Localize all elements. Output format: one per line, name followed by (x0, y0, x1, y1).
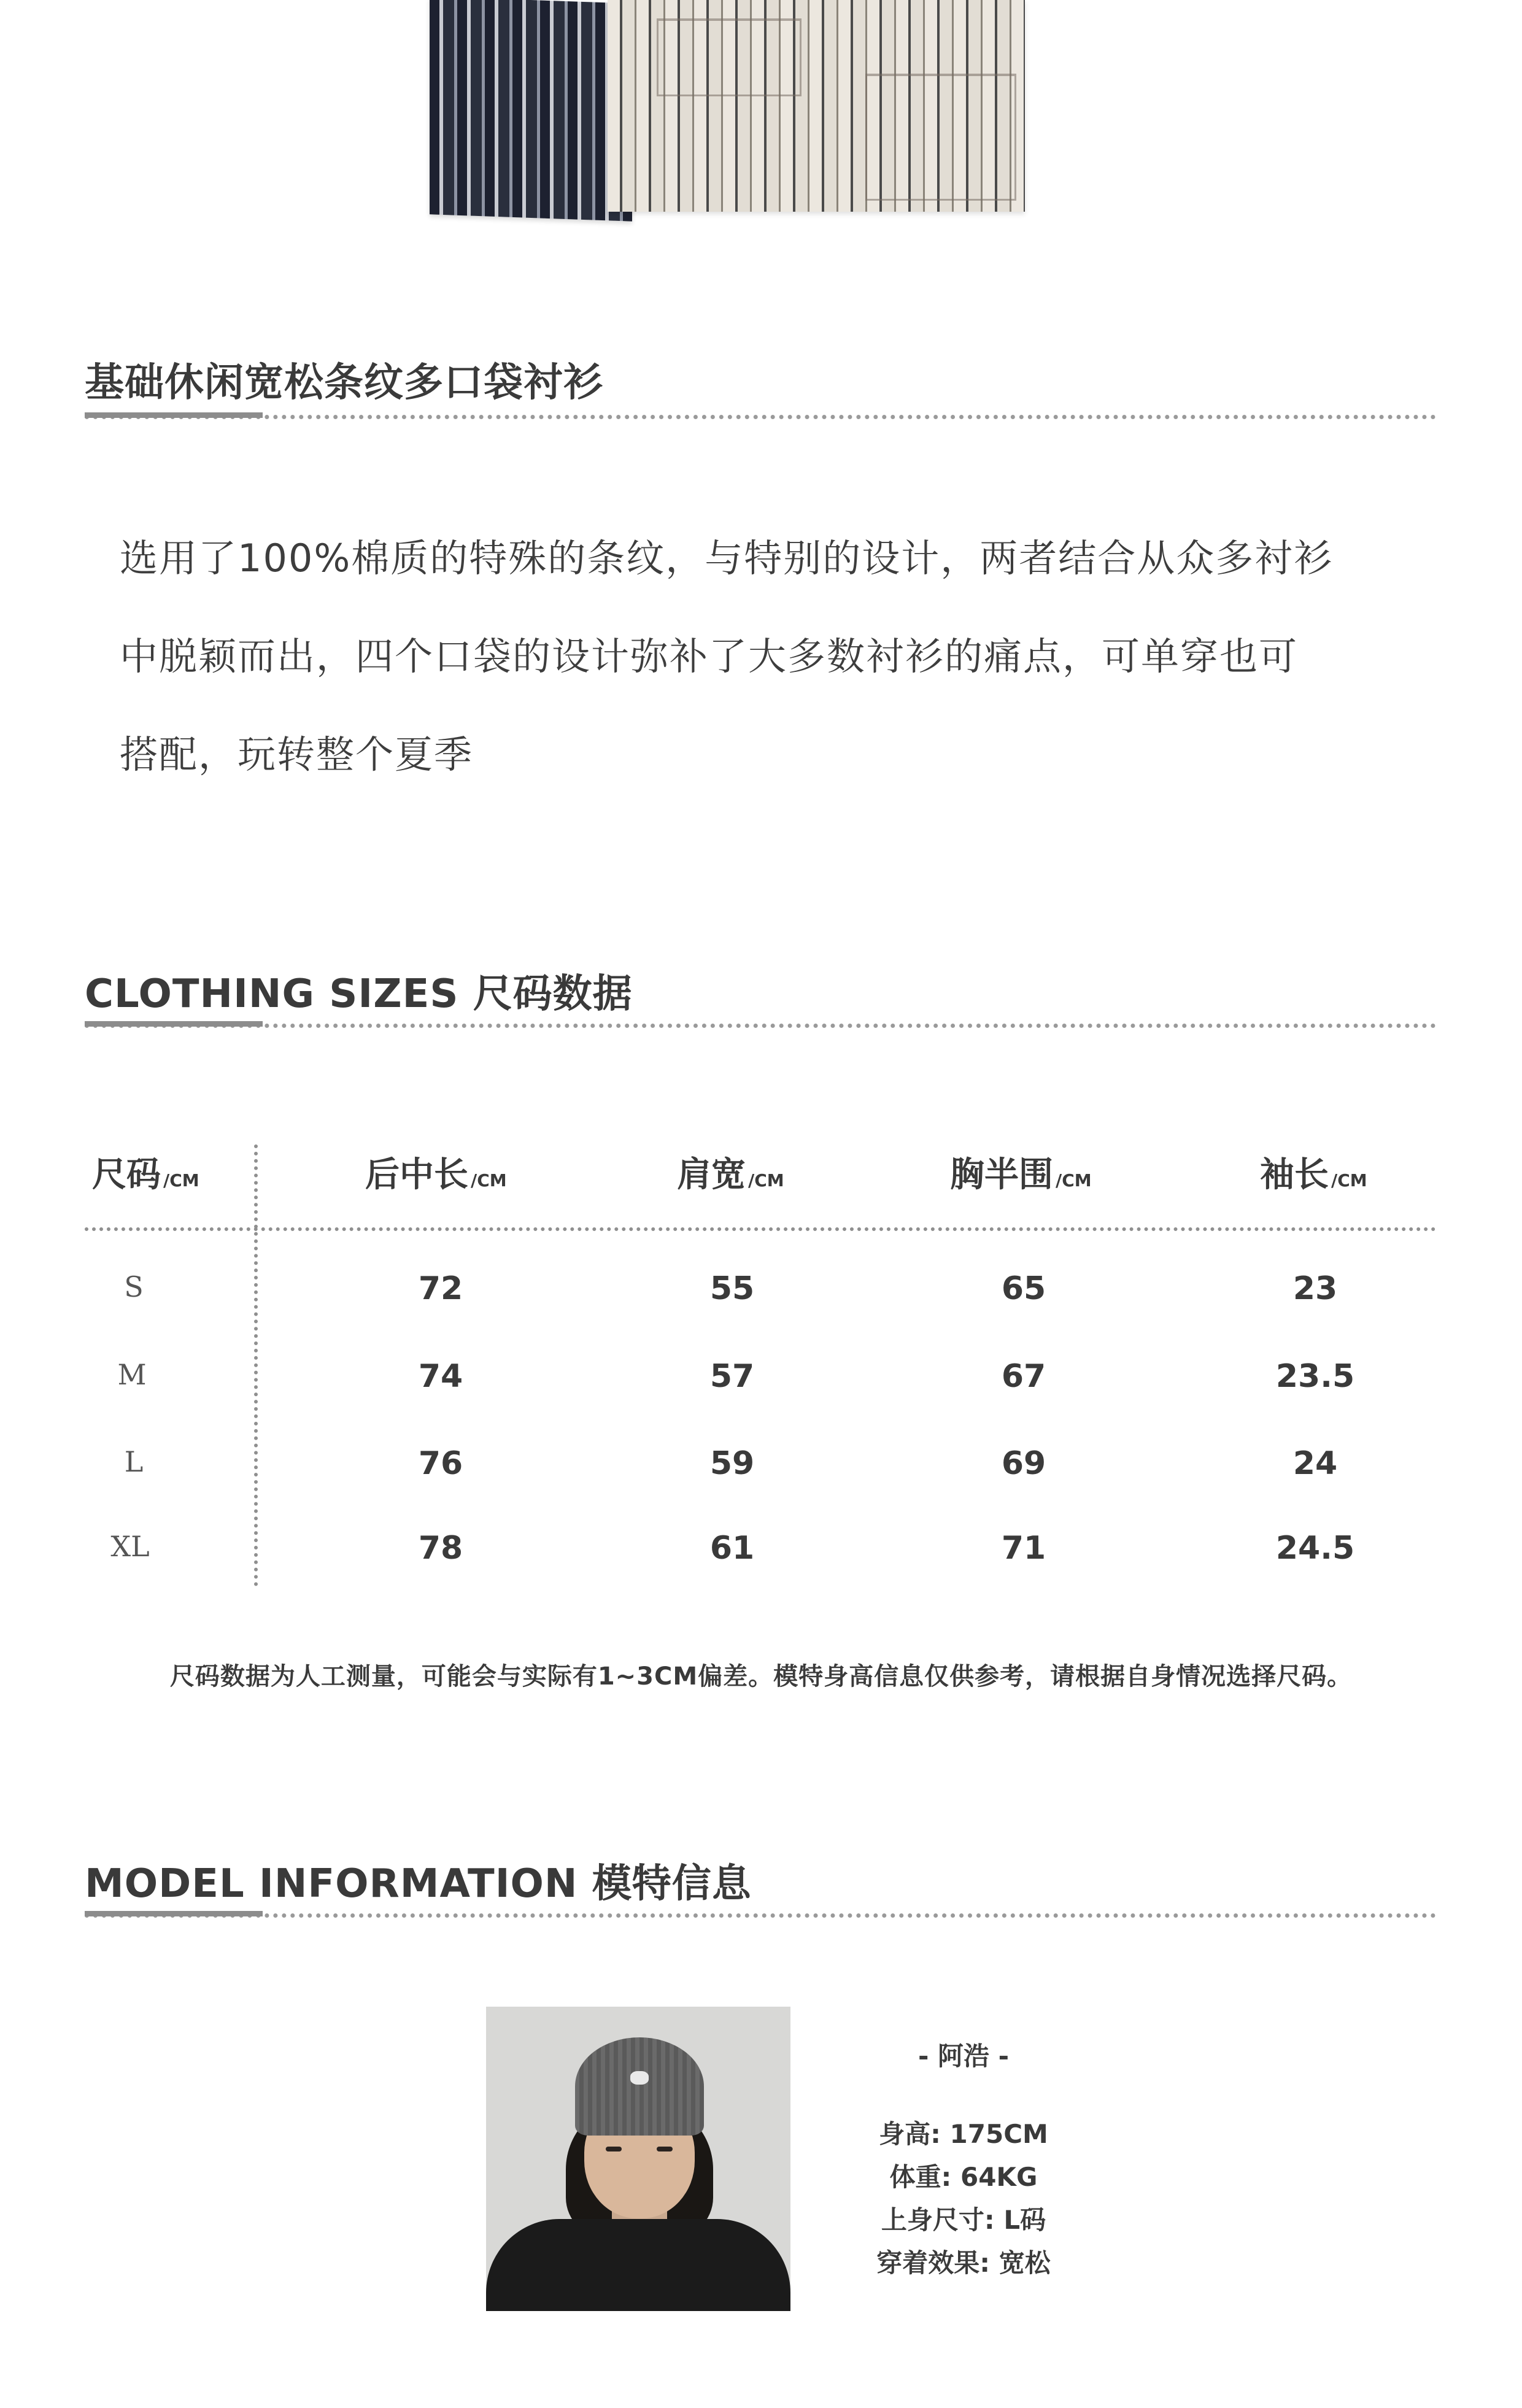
header-sleeve: 袖长 /CM (1260, 1155, 1367, 1195)
model-title: MODEL INFORMATION 模特信息 (85, 1861, 752, 1907)
size-label: L (124, 1445, 144, 1478)
model-photo (486, 2007, 790, 2311)
description-line: 选用了100%棉质的特殊的条纹，与特别的设计，两者结合从众多衬衫 (120, 536, 1334, 581)
table-cell: 61 (709, 1530, 755, 1567)
table-cell: 55 (709, 1270, 755, 1307)
dark-striped-shirt (430, 0, 632, 222)
table-cell: 67 (1001, 1358, 1046, 1395)
product-photo (405, 0, 1056, 221)
table-cell: 23.5 (1275, 1358, 1355, 1395)
size-label: S (124, 1270, 144, 1303)
section-divider (85, 1024, 1436, 1028)
light-striped-shirt (608, 0, 1025, 212)
table-cell: 24 (1292, 1445, 1338, 1482)
table-cell: 69 (1001, 1445, 1046, 1482)
header-size: 尺码 /CM (92, 1155, 199, 1195)
sizes-title: CLOTHING SIZES 尺码数据 (85, 971, 633, 1017)
section-divider-accent (85, 1911, 263, 1916)
table-cell: 76 (418, 1445, 463, 1482)
header-shoulder: 肩宽 /CM (677, 1155, 784, 1195)
model-height: 身高: 175CM (879, 2119, 1048, 2149)
table-header-divider (85, 1227, 1436, 1231)
table-column-divider (254, 1144, 258, 1586)
section-divider-accent (85, 412, 263, 418)
product-description (120, 509, 1439, 804)
size-disclaimer: 尺码数据为人工测量，可能会与实际有1~3CM偏差。模特身高信息仅供参考，请根据自身情况选择尺码。 (169, 1662, 1353, 1691)
table-cell: 71 (1001, 1530, 1046, 1567)
beanie (575, 2037, 704, 2136)
table-cell: 24.5 (1275, 1530, 1355, 1567)
table-cell: 72 (418, 1270, 463, 1307)
section-divider-accent (85, 1021, 263, 1027)
product-title: 基础休闲宽松条纹多口袋衬衫 (85, 360, 603, 406)
table-cell: 57 (709, 1358, 755, 1395)
size-label: M (117, 1358, 147, 1391)
section-divider (85, 1913, 1436, 1918)
model-fit: 穿着效果: 宽松 (876, 2248, 1051, 2278)
shirt-pocket (865, 74, 1016, 201)
table-cell: 23 (1292, 1270, 1338, 1307)
table-cell: 78 (418, 1530, 463, 1567)
beanie-logo-icon (630, 2071, 649, 2085)
header-half-chest: 胸半围 /CM (950, 1155, 1092, 1195)
shirt-pocket (657, 18, 802, 96)
table-cell: 59 (709, 1445, 755, 1482)
table-cell: 74 (418, 1358, 463, 1395)
section-divider (85, 415, 1436, 419)
size-label: XL (110, 1530, 150, 1563)
model-name: - 阿浩 - (917, 2041, 1010, 2071)
header-back-length: 后中长 /CM (365, 1155, 507, 1195)
description-line: 中脱颖而出，四个口袋的设计弥补了大多数衬衫的痛点，可单穿也可 (120, 634, 1299, 679)
model-weight: 体重: 64KG (889, 2162, 1038, 2192)
description-line: 搭配，玩转整个夏季 (120, 732, 474, 777)
table-cell: 65 (1001, 1270, 1046, 1307)
model-size: 上身尺寸: L码 (881, 2205, 1046, 2235)
